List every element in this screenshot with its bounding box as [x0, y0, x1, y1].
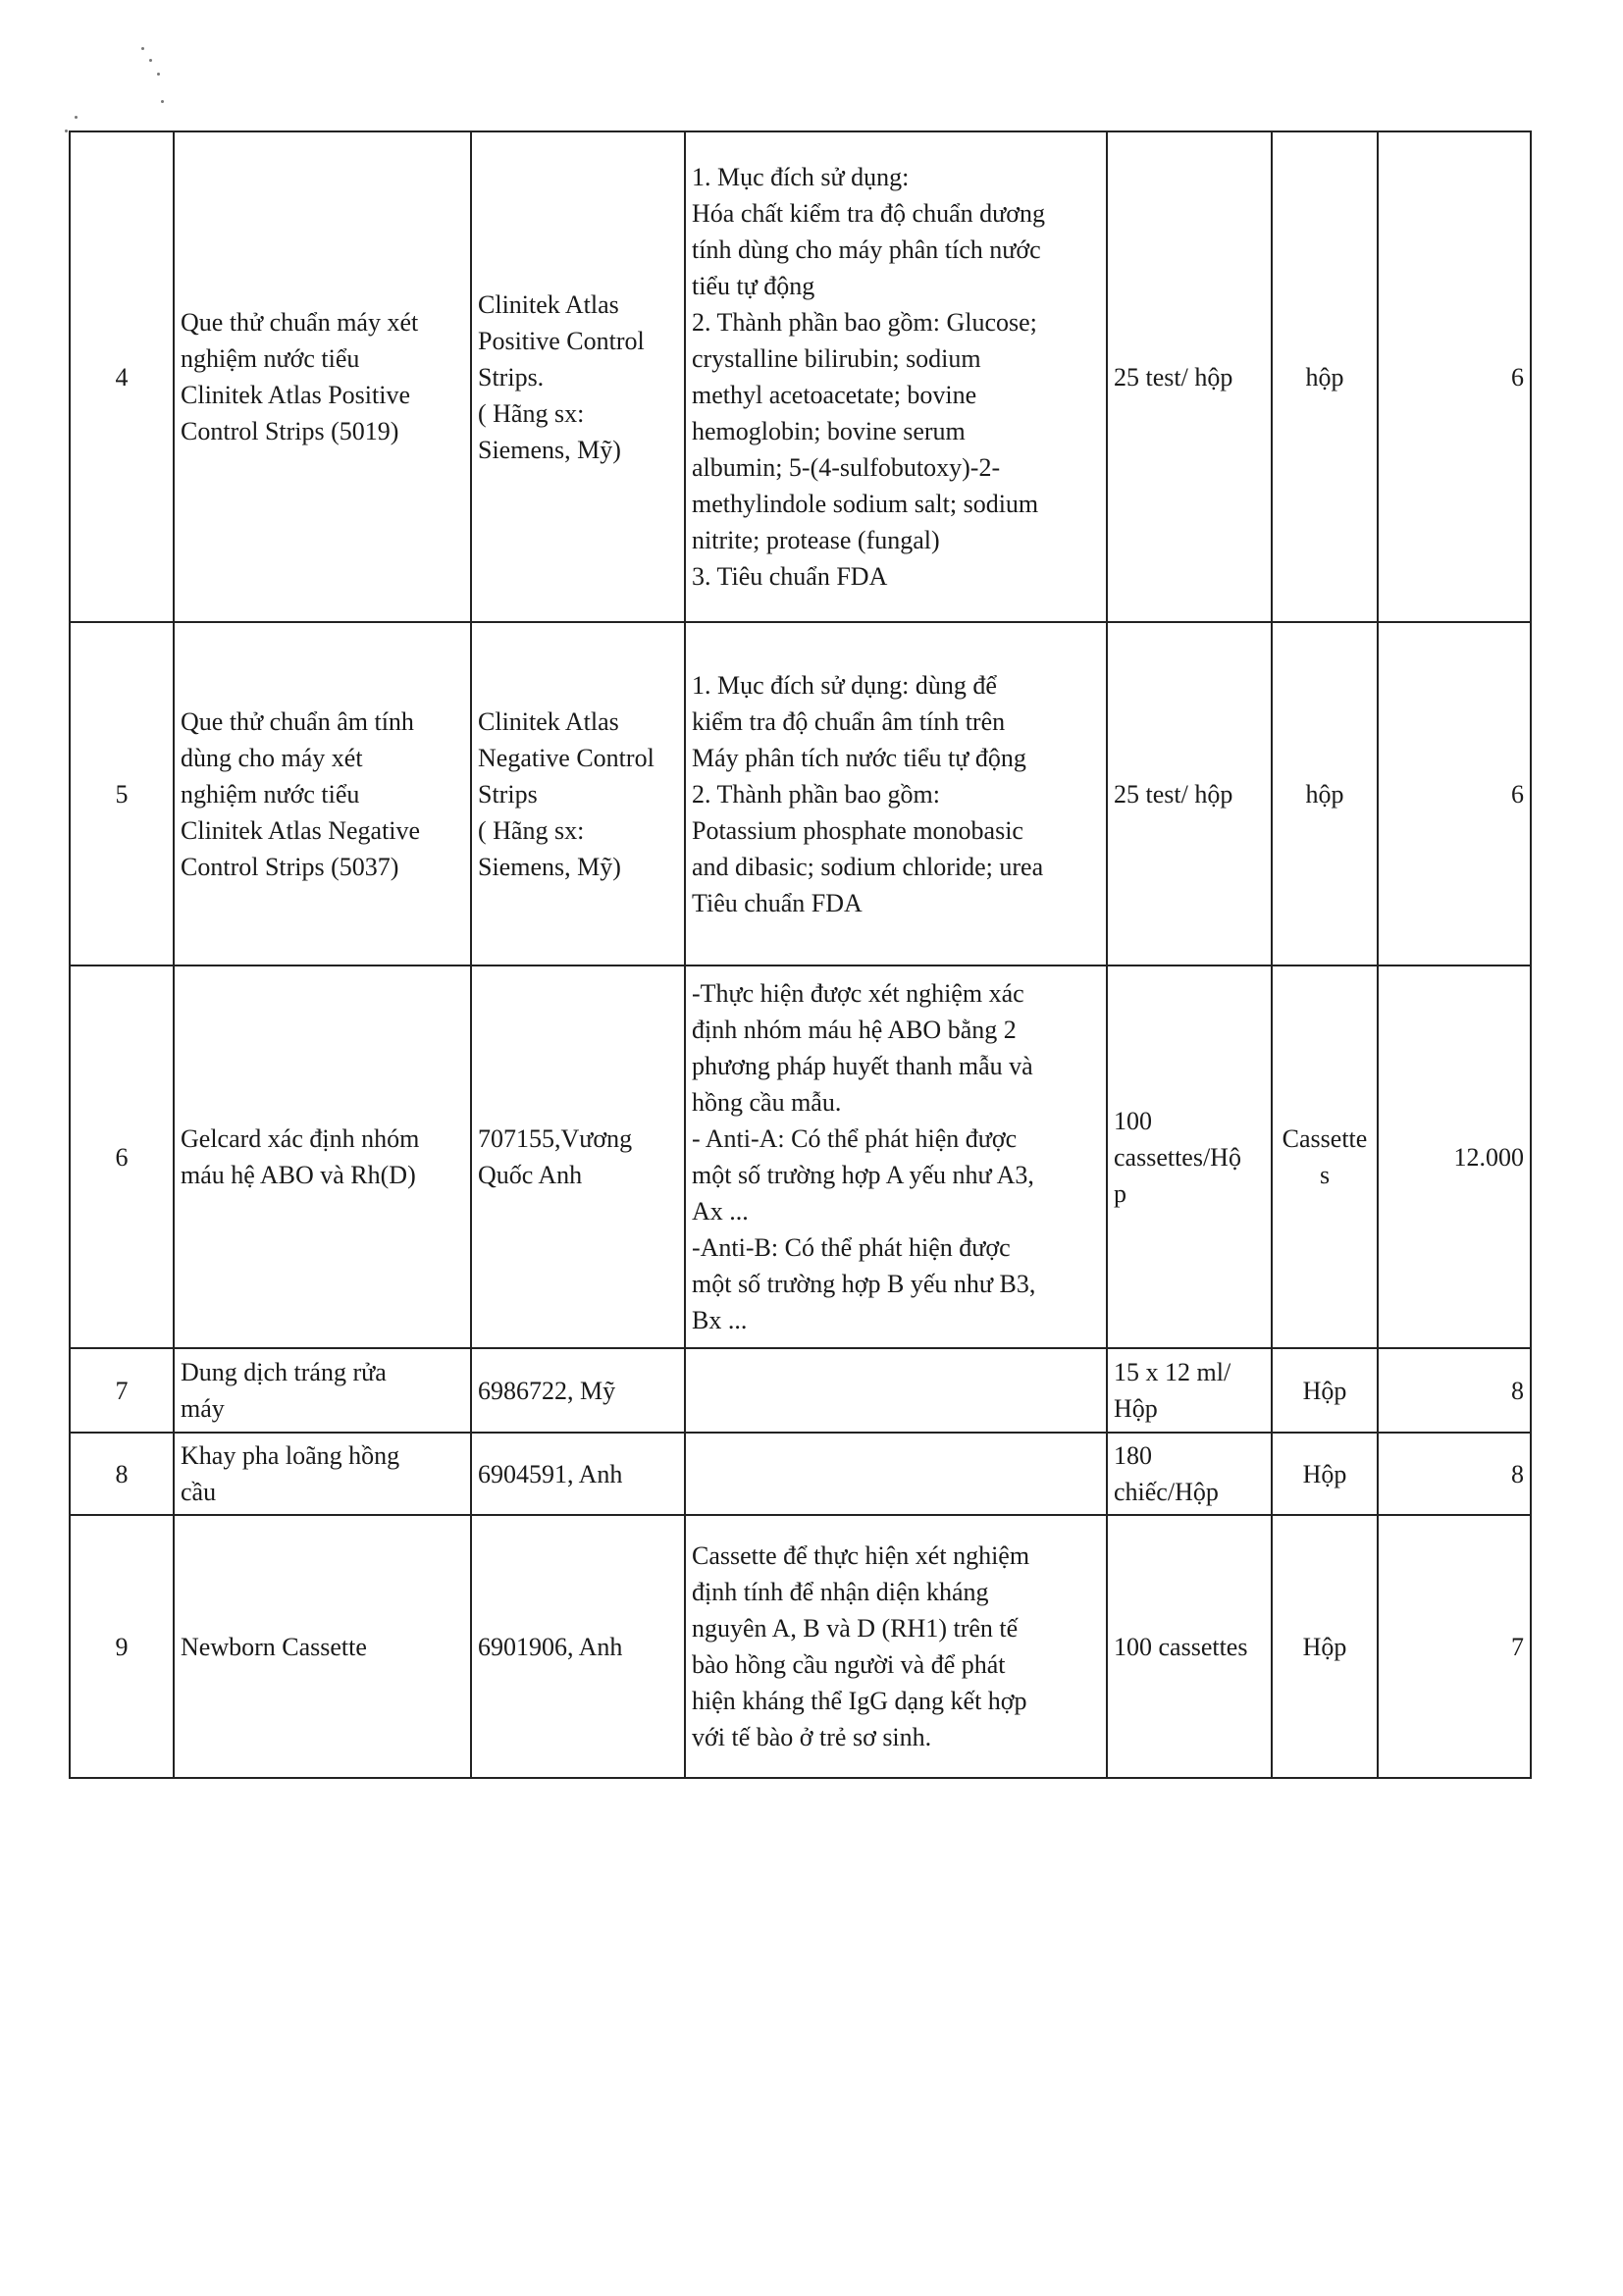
- packaging-cell: [1107, 965, 1272, 1348]
- item-name-cell-line: Dung dịch tráng rửa: [181, 1358, 387, 1386]
- item-spec-cell-line: 1. Mục đích sử dụng: dùng để: [692, 670, 997, 700]
- item-spec-cell: [685, 1433, 1107, 1515]
- packaging-cell-line: chiếc/Hộp: [1114, 1478, 1219, 1506]
- item-spec-cell-line: phương pháp huyết thanh mẫu và: [692, 1052, 1033, 1080]
- item-code-cell-line: 6904591, Anh: [478, 1459, 623, 1488]
- table-body: [70, 131, 1531, 1778]
- unit-cell: [1272, 1433, 1378, 1515]
- item-code-cell-line: Clinitek Atlas: [478, 706, 619, 736]
- unit-cell: [1272, 965, 1378, 1348]
- table-row: [70, 1515, 1531, 1778]
- item-code-cell-line: Clinitek Atlas: [478, 289, 619, 319]
- unit-cell-line: hộp: [1305, 779, 1344, 809]
- item-code-cell-line: Quốc Anh: [478, 1161, 583, 1189]
- item-spec-cell-line: với tế bào ở trẻ sơ sinh.: [692, 1723, 932, 1751]
- item-name-cell-line: Que thử chuẩn máy xét: [181, 308, 419, 337]
- item-spec-cell: [685, 131, 1107, 622]
- item-spec-cell-line: định nhóm máu hệ ABO bằng 2: [692, 1016, 1017, 1044]
- unit-cell: [1272, 1515, 1378, 1778]
- item-spec-cell-line: tiểu tự động: [692, 272, 815, 300]
- item-name-cell: [174, 1515, 471, 1778]
- unit-cell-line: s: [1319, 1161, 1331, 1189]
- item-spec-cell: [685, 965, 1107, 1348]
- item-spec-cell-line: 1. Mục đích sử dụng:: [692, 163, 910, 191]
- item-spec-cell-line: tính dùng cho máy phân tích nước: [692, 235, 1041, 264]
- item-spec-cell-line: nguyên A, B và D (RH1) trên tế: [692, 1614, 1019, 1643]
- unit-cell: [1272, 131, 1378, 622]
- item-name-cell: [174, 622, 471, 965]
- item-spec-cell-line: bào hồng cầu người và để phát: [692, 1650, 1006, 1679]
- item-code-cell-line: Negative Control: [478, 743, 654, 772]
- item-code-cell: [471, 1433, 685, 1515]
- item-spec-cell-line: hemoglobin; bovine serum: [692, 417, 966, 445]
- unit-cell-line: Cassette: [1282, 1124, 1368, 1153]
- item-name-cell: [174, 131, 471, 622]
- packaging-cell-line: 25 test/ hộp: [1114, 362, 1233, 391]
- item-name-cell: [174, 965, 471, 1348]
- item-spec-cell-line: hồng cầu mẫu.: [692, 1088, 842, 1117]
- item-spec-cell-line: albumin; 5-(4-sulfobutoxy)-2-: [692, 453, 1001, 482]
- item-name-cell-line: Control Strips (5037): [181, 852, 399, 881]
- item-code-cell: [471, 131, 685, 622]
- item-name-cell-line: cầu: [181, 1478, 217, 1506]
- item-code-cell-line: 707155,Vương: [478, 1124, 633, 1153]
- item-code-cell: [471, 1348, 685, 1433]
- quantity-cell: 6: [1378, 622, 1531, 965]
- item-spec-cell-line: Tiêu chuẩn FDA: [692, 888, 863, 917]
- supply-items-table: [69, 130, 1532, 1779]
- packaging-cell: [1107, 1515, 1272, 1778]
- packaging-cell-line: 100 cassettes: [1114, 1632, 1248, 1661]
- unit-cell-line: Hộp: [1302, 1632, 1347, 1661]
- item-spec-cell-line: methylindole sodium salt; sodium: [692, 490, 1039, 518]
- row-number-cell: 6: [70, 965, 174, 1348]
- item-code-cell-line: Strips: [478, 779, 538, 809]
- item-name-cell-line: Newborn Cassette: [181, 1632, 367, 1661]
- item-spec-cell: [685, 1348, 1107, 1433]
- item-spec-cell: [685, 622, 1107, 965]
- item-name-cell: [174, 1348, 471, 1433]
- packaging-cell-line: 15 x 12 ml/: [1114, 1358, 1231, 1386]
- item-spec-cell-line: kiểm tra độ chuẩn âm tính trên: [692, 706, 1006, 736]
- item-spec-cell-line: 3. Tiêu chuẩn FDA: [692, 562, 888, 591]
- packaging-cell-line: Hộp: [1114, 1394, 1158, 1423]
- item-code-cell-line: ( Hãng sx:: [478, 815, 585, 845]
- packaging-cell-line: 25 test/ hộp: [1114, 779, 1233, 809]
- item-spec-cell-line: crystalline bilirubin; sodium: [692, 344, 981, 373]
- unit-cell: [1272, 1348, 1378, 1433]
- table-row: [70, 1348, 1531, 1433]
- item-code-cell-line: 6901906, Anh: [478, 1632, 623, 1661]
- item-spec-cell-line: methyl acetoacetate; bovine: [692, 381, 977, 409]
- item-spec-cell-line: một số trường hợp A yếu như A3,: [692, 1161, 1034, 1189]
- packaging-cell-line: 180: [1114, 1441, 1152, 1470]
- unit-cell-line: hộp: [1305, 362, 1344, 391]
- packaging-cell-line: 100: [1114, 1106, 1152, 1135]
- item-spec-cell-line: hiện kháng thể IgG dạng kết hợp: [692, 1687, 1027, 1715]
- table-row: [70, 1433, 1531, 1515]
- item-spec-cell-line: -Thực hiện được xét nghiệm xác: [692, 979, 1024, 1008]
- item-spec-cell-line: Cassette để thực hiện xét nghiệm: [692, 1541, 1030, 1570]
- item-spec-cell-line: and dibasic; sodium chloride; urea: [692, 852, 1044, 881]
- table-row: [70, 131, 1531, 622]
- item-spec-cell-line: Ax ...: [692, 1197, 749, 1226]
- item-name-cell-line: Que thử chuẩn âm tính: [181, 706, 414, 736]
- quantity-cell: 8: [1378, 1433, 1531, 1515]
- item-code-cell-line: 6986722, Mỹ: [478, 1376, 616, 1405]
- item-name-cell-line: máy: [181, 1394, 225, 1423]
- quantity-cell: 6: [1378, 131, 1531, 622]
- item-spec-cell-line: nitrite; protease (fungal): [692, 526, 940, 554]
- packaging-cell-line: p: [1114, 1178, 1126, 1208]
- item-spec-cell-line: 2. Thành phần bao gồm:: [692, 779, 940, 809]
- item-code-cell-line: Siemens, Mỹ): [478, 435, 621, 464]
- packaging-cell: [1107, 1433, 1272, 1515]
- item-spec-cell-line: một số trường hợp B yếu như B3,: [692, 1270, 1036, 1298]
- item-spec-cell-line: -Anti-B: Có thể phát hiện được: [692, 1233, 1011, 1262]
- packaging-cell-line: cassettes/Hộ: [1114, 1142, 1241, 1172]
- quantity-cell: 7: [1378, 1515, 1531, 1778]
- item-name-cell-line: Control Strips (5019): [181, 417, 399, 445]
- item-name-cell-line: Gelcard xác định nhóm: [181, 1124, 420, 1153]
- row-number-cell: 9: [70, 1515, 174, 1778]
- item-code-cell: [471, 1515, 685, 1778]
- packaging-cell: [1107, 131, 1272, 622]
- item-name-cell-line: nghiệm nước tiểu: [181, 344, 360, 373]
- row-number-cell: 4: [70, 131, 174, 622]
- quantity-cell: 12.000: [1378, 965, 1531, 1348]
- item-spec-cell-line: Hóa chất kiểm tra độ chuẩn dương: [692, 199, 1045, 228]
- quantity-cell: 8: [1378, 1348, 1531, 1433]
- item-code-cell: [471, 622, 685, 965]
- row-number-cell: 7: [70, 1348, 174, 1433]
- item-code-cell-line: Strips.: [478, 362, 545, 391]
- unit-cell-line: Hộp: [1302, 1376, 1347, 1405]
- item-spec-cell-line: - Anti-A: Có thể phát hiện được: [692, 1124, 1018, 1153]
- table-row: [70, 622, 1531, 965]
- item-name-cell-line: Khay pha loãng hồng: [181, 1441, 400, 1470]
- unit-cell-line: Hộp: [1302, 1459, 1347, 1488]
- unit-cell: [1272, 622, 1378, 965]
- table-row: [70, 965, 1531, 1348]
- item-code-cell-line: Siemens, Mỹ): [478, 852, 621, 881]
- item-code-cell-line: ( Hãng sx:: [478, 398, 585, 428]
- item-spec-cell-line: định tính để nhận diện kháng: [692, 1578, 989, 1606]
- item-spec-cell-line: Potassium phosphate monobasic: [692, 815, 1023, 845]
- item-code-cell-line: Positive Control: [478, 326, 645, 355]
- item-spec-cell-line: Bx ...: [692, 1306, 748, 1334]
- item-name-cell-line: dùng cho máy xét: [181, 743, 363, 772]
- item-spec-cell: [685, 1515, 1107, 1778]
- packaging-cell: [1107, 622, 1272, 965]
- row-number-cell: 5: [70, 622, 174, 965]
- packaging-cell: [1107, 1348, 1272, 1433]
- item-spec-cell-line: 2. Thành phần bao gồm: Glucose;: [692, 308, 1037, 337]
- item-name-cell: [174, 1433, 471, 1515]
- item-name-cell-line: nghiệm nước tiểu: [181, 779, 360, 809]
- item-spec-cell-line: Máy phân tích nước tiểu tự động: [692, 743, 1026, 772]
- item-name-cell-line: Clinitek Atlas Negative: [181, 815, 421, 845]
- item-name-cell-line: Clinitek Atlas Positive: [181, 381, 411, 409]
- item-code-cell: [471, 965, 685, 1348]
- item-name-cell-line: máu hệ ABO và Rh(D): [181, 1161, 416, 1189]
- row-number-cell: 8: [70, 1433, 174, 1515]
